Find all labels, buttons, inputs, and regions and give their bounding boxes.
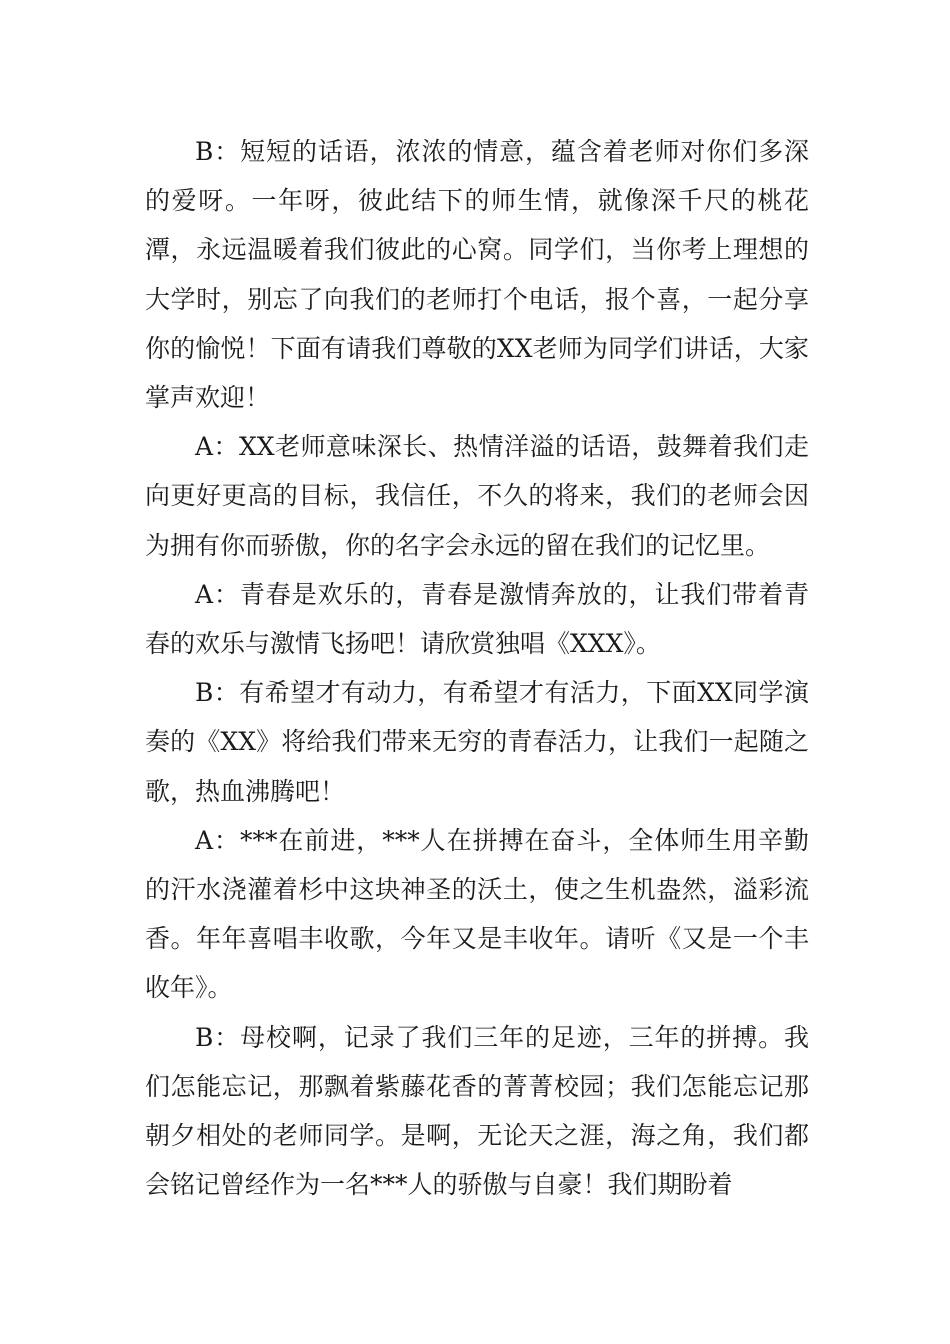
paragraph: A：青春是欢乐的，青春是激情奔放的，让我们带着青春的欢乐与激情飞扬吧！请欣赏独唱《XXX》。	[145, 579, 809, 659]
paragraph: A：XX老师意味深长、热情洋溢的话语，鼓舞着我们走向更好更高的目标，我信任，不久的将来，我们的老师会因为拥有你而骄傲，你的名字会永远的留在我们的记忆里。	[145, 432, 809, 560]
paragraph: B：母校啊，记录了我们三年的足迹，三年的拼搏。我们怎能忘记，那飘着紫藤花香的菁菁校园；我们怎能忘记那朝夕相处的老师同学。是啊，无论天之涯，海之角，我们都会铭记曾经作为一名***人的骄傲与自豪！我们期盼着	[145, 1022, 809, 1200]
document-body	[145, 127, 809, 1209]
paragraph: A：***在前进，***人在拼搏在奋斗，全体师生用辛勤的汗水浇灌着杉中这块神圣的沃土，使之生机盎然，溢彩流香。年年喜唱丰收歌，今年又是丰收年。请听《又是一个丰收年》。	[145, 825, 809, 1003]
paragraph: B：短短的话语，浓浓的情意，蕴含着老师对你们多深的爱呀。一年呀，彼此结下的师生情，就像深千尺的桃花潭，永远温暖着我们彼此的心窝。同学们，当你考上理想的大学时，别忘了向我们的老师打个电话，报个喜，一起分享你的愉悦！下面有请我们尊敬的XX老师为同学们讲话，大家掌声欢迎！	[145, 137, 809, 413]
paragraph: B：有希望才有动力，有希望才有活力，下面XX同学演奏的《XX》将给我们带来无穷的青春活力，让我们一起随之歌，热血沸腾吧！	[145, 678, 809, 806]
